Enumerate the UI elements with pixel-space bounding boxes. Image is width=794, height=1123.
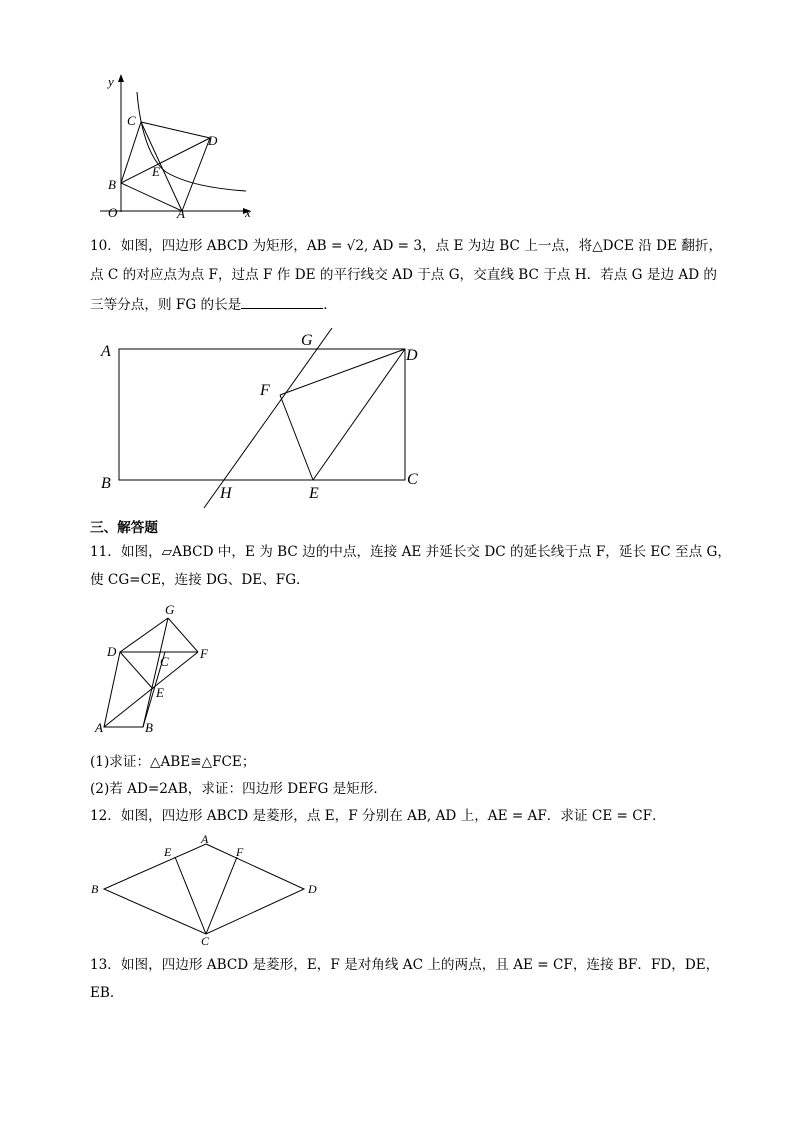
- q10-line3-end: ．: [323, 297, 337, 313]
- label-d: D: [208, 133, 218, 148]
- label-b: B: [91, 882, 99, 896]
- label-f: F: [260, 382, 270, 399]
- label-e: E: [164, 845, 172, 859]
- section-heading: 三、解答题: [90, 520, 158, 536]
- segment-dg: [120, 618, 168, 652]
- q11-line2: 使 CG=CE，连接 DG、DE、FG．: [90, 572, 310, 588]
- q11-line1: 11．如图，▱ABCD 中，E 为 BC 边的中点，连接 AE 并延长交 DC 的延长线于点 F，延长 EC 至点 G，: [90, 544, 731, 560]
- label-g: G: [165, 602, 175, 617]
- label-b: B: [101, 475, 111, 492]
- label-d: D: [107, 644, 117, 659]
- segment-de: [120, 652, 153, 689]
- label-y: y: [108, 74, 114, 89]
- q10-line2: 点 C 的对应点为点 F，过点 F 作 DE 的平行线交 AD 于点 G，交直线 BC 于点 H．若点 G 是边 AD 的: [90, 267, 718, 283]
- q11-part2: (2)若 AD=2AB，求证：四边形 DEFG 是矩形．: [90, 781, 388, 797]
- figure-q11: [90, 600, 220, 740]
- label-x: x: [245, 205, 251, 220]
- label-b: B: [108, 177, 116, 192]
- answer-blank[interactable]: [241, 294, 323, 309]
- label-a: A: [177, 206, 185, 221]
- label-d: D: [406, 347, 418, 364]
- segment-fe: [280, 395, 313, 480]
- label-a: A: [101, 343, 111, 360]
- label-d: D: [308, 882, 317, 896]
- q10-line1: 10．如图，四边形 ABCD 为矩形，AB = √2, AD = 3，点 E 为边 BC 上一点，将△DCE 沿 DE 翻折，: [90, 238, 723, 254]
- label-c: C: [160, 654, 169, 669]
- label-c: C: [407, 471, 418, 488]
- y-axis-arrow: [118, 74, 124, 82]
- label-c: C: [127, 113, 136, 128]
- label-a: A: [95, 720, 103, 735]
- rectangle-abcd: [119, 349, 405, 480]
- label-f: F: [236, 845, 244, 859]
- line-gh: [204, 328, 332, 508]
- q13-line2: EB．: [90, 985, 124, 1001]
- rhombus-abcd: [104, 844, 304, 934]
- label-c: C: [201, 934, 210, 948]
- q12-line1: 12．如图，四边形 ABCD 是菱形，点 E，F 分别在 AB, AD 上，AE = AF．求证 CE = CF．: [90, 808, 666, 824]
- segment-bg: [143, 618, 168, 727]
- q10-line3: [90, 294, 337, 315]
- segment-gf: [168, 618, 198, 652]
- diagonal-ca: [141, 122, 182, 211]
- q13-line1: 13．如图，四边形 ABCD 是菱形，E，F 是对角线 AC 上的两点，且 AE = CF，连接 BF．FD，DE，: [90, 957, 720, 973]
- label-o: O: [108, 205, 118, 220]
- label-g: G: [301, 332, 313, 349]
- label-f: F: [200, 646, 208, 661]
- figure-q12: [86, 832, 326, 950]
- label-e: E: [156, 685, 164, 700]
- label-e: E: [309, 485, 319, 502]
- q10-line3-text: 三等分点，则 FG 的长是: [90, 297, 242, 313]
- figure-q9: [86, 70, 266, 222]
- square-bcda: [121, 122, 210, 211]
- segment-de: [313, 349, 405, 480]
- q11-part1: (1)求证：△ABE≌△FCE；: [90, 754, 256, 770]
- segment-fd: [280, 349, 405, 395]
- label-e: E: [152, 164, 160, 179]
- figure-q10: [96, 328, 436, 512]
- label-b: B: [145, 720, 153, 735]
- label-h: H: [220, 485, 232, 502]
- label-a: A: [201, 832, 209, 846]
